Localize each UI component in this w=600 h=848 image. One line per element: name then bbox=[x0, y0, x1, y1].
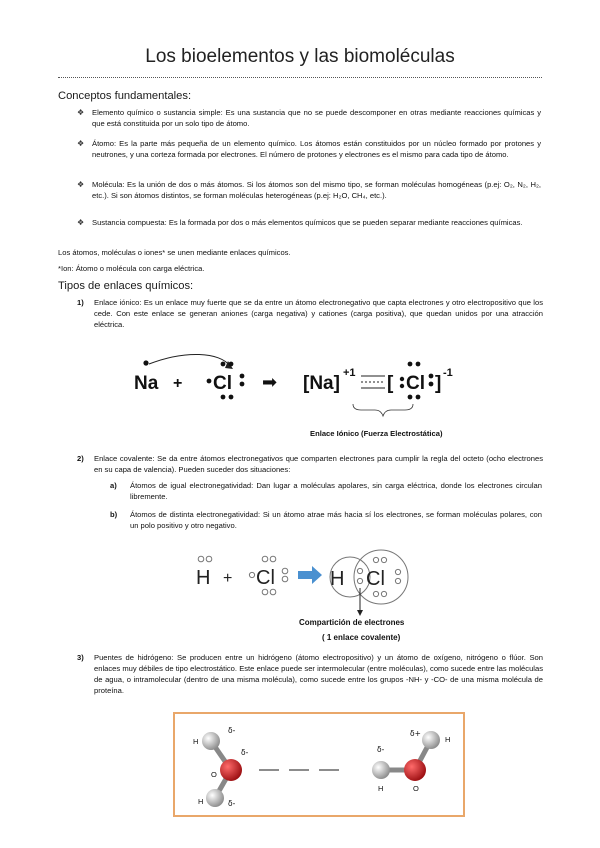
anion-charge: -1 bbox=[443, 367, 453, 379]
partial-charge-label: δ- bbox=[228, 726, 236, 735]
partial-charge-label: δ- bbox=[241, 748, 249, 757]
atom-label-h: H bbox=[193, 737, 199, 746]
atom-label-h: H bbox=[198, 797, 204, 806]
diamond-bullet-icon: ❖ bbox=[77, 180, 85, 189]
partial-charge-label: δ+ bbox=[410, 729, 421, 738]
hydrogen-bond-figure bbox=[173, 712, 465, 817]
cl-symbol: Cl bbox=[213, 373, 232, 394]
product-h-symbol: H bbox=[330, 568, 345, 590]
electron-dot bbox=[282, 568, 288, 574]
oxygen-atom bbox=[220, 759, 242, 781]
hydrogen-atom bbox=[372, 761, 390, 779]
hydrogen-atom bbox=[206, 789, 224, 807]
electron-dot bbox=[229, 362, 234, 367]
electron-dot bbox=[270, 556, 276, 562]
item-number: 1) bbox=[77, 298, 84, 307]
electron-dot bbox=[143, 360, 148, 365]
atom-label-o: O bbox=[413, 784, 419, 793]
na-cation: [Na] bbox=[303, 373, 340, 394]
electron-dot bbox=[429, 382, 434, 387]
item-number: 3) bbox=[77, 653, 84, 662]
item-text: Enlace iónico: Es un enlace muy fuerte que se da entre un átomo electronegativo que capta electrones y otro electropositivo que los cede. Con este enlace se generan aniones (carga negativa) y cationes (carga positiva), que quedan unidos por una atracción eléctrica. bbox=[94, 298, 543, 329]
shared-electron-dot bbox=[357, 568, 362, 573]
bullet-text: Elemento químico o sustancia simple: Es una sustancia que no se puede descomponer en otras mediante reacciones químicas y que está constituida por un solo tipo de átomo. bbox=[92, 108, 541, 128]
electron-dot bbox=[207, 379, 212, 384]
note-bonds: Los átomos, moléculas o iones* se unen mediante enlaces químicos. bbox=[58, 248, 291, 257]
covalent-bond-figure bbox=[190, 540, 430, 645]
cation-charge: +1 bbox=[343, 367, 356, 379]
atom-label-o: O bbox=[211, 770, 217, 779]
diamond-bullet-icon: ❖ bbox=[77, 139, 85, 148]
electron-dot bbox=[262, 556, 268, 562]
electron-dot bbox=[408, 395, 413, 400]
bracket-close: ] bbox=[435, 373, 442, 394]
covalent-caption-1: Compartición de electrones bbox=[299, 618, 405, 627]
curly-brace bbox=[353, 404, 413, 416]
cl-symbol: Cl bbox=[256, 567, 275, 589]
item-letter: a) bbox=[110, 481, 117, 490]
hydrogen-atom bbox=[202, 732, 220, 750]
electron-dot bbox=[400, 384, 404, 388]
item-text: Puentes de hidrógeno: Se producen entre un hidrógeno (átomo electropositivo) y un átomo de oxígeno, nitrógeno o flúor. Son enlaces muy débiles de tipo electrostático. Este enlace puede ser intermolecular (entre moléculas), como sucede entre las moléculas de agua, o intramolecular (dentro de una misma molécula), como sucede entre los grupos -NH- y -CO- de una misma molécula de proteína. bbox=[94, 653, 543, 695]
oxygen-atom bbox=[404, 759, 426, 781]
electron-dot bbox=[249, 572, 254, 577]
item-text: Enlace covalente: Se da entre átomos electronegativos que comparten electrones para cumplir la regla del octeto (ocho electrones en su capa de valencia). Pueden suceder dos situaciones: bbox=[94, 454, 543, 474]
reaction-arrow-icon bbox=[298, 566, 322, 584]
cl-anion: Cl bbox=[406, 373, 425, 394]
electron-dot bbox=[229, 395, 234, 400]
item-text: Átomos de distinta electronegatividad: Si un átomo atrae más hacia sí los electrones, se forman moléculas polares, con un polo positivo y otro negativo. bbox=[130, 510, 542, 530]
arrowhead-icon bbox=[357, 610, 363, 616]
hydrogen-atom bbox=[422, 731, 440, 749]
electron-dot bbox=[262, 589, 268, 595]
item-text: Átomos de igual electronegatividad: Dan lugar a moléculas apolares, sin carga eléctrica, donde los electrones circulan libremente. bbox=[130, 481, 542, 501]
electron-dot bbox=[221, 395, 226, 400]
partial-charge-label: δ- bbox=[228, 799, 236, 808]
section-heading-concepts: Conceptos fundamentales: bbox=[58, 90, 192, 102]
electron-dot bbox=[416, 395, 421, 400]
atom-label-h: H bbox=[378, 784, 384, 793]
electron-dot bbox=[240, 374, 245, 379]
item-letter: b) bbox=[110, 510, 118, 519]
electron-dot bbox=[400, 377, 404, 381]
electron-dot bbox=[395, 569, 400, 574]
title-divider bbox=[58, 77, 542, 78]
ionic-caption: Enlace Iónico (Fuerza Electrostática) bbox=[310, 429, 443, 438]
electron-dot bbox=[429, 374, 434, 379]
page-title: Los bioelementos y las biomoléculas bbox=[145, 46, 455, 67]
item-number: 2) bbox=[77, 454, 84, 463]
h-symbol: H bbox=[196, 567, 211, 589]
diamond-bullet-icon: ❖ bbox=[77, 108, 85, 117]
bullet-text: Sustancia compuesta: Es la formada por dos o más elementos químicos que se pueden separar mediante reacciones químicas. bbox=[92, 218, 523, 227]
bracket-open: [ bbox=[387, 373, 394, 394]
electron-dot bbox=[373, 591, 378, 596]
electron-dot bbox=[381, 591, 386, 596]
diamond-bullet-icon: ❖ bbox=[77, 218, 85, 227]
electron-dot bbox=[408, 362, 413, 367]
electron-dot bbox=[206, 556, 212, 562]
note-ion: *Ion: Átomo o molécula con carga eléctrica. bbox=[58, 264, 205, 273]
electron-dot bbox=[373, 557, 378, 562]
section-heading-bonds: Tipos de enlaces químicos: bbox=[58, 280, 194, 292]
bullet-text: Molécula: Es la unión de dos o más átomos. Si los átomos son del mismo tipo, se forman moléculas homogéneas (p.ej: O₂, N₂, H₂, etc.). Si son átomos distintos, se forman moléculas heterogéneas (p.ej: H₂O, CH₄, etc.). bbox=[92, 180, 541, 200]
shared-electron-dot bbox=[357, 578, 362, 583]
electron-dot bbox=[282, 576, 288, 582]
electron-dot bbox=[270, 589, 276, 595]
ionic-bond-figure bbox=[125, 342, 475, 442]
covalent-caption-2: ( 1 enlace covalente) bbox=[322, 633, 401, 642]
partial-charge-label: δ- bbox=[377, 745, 385, 754]
bullet-text: Átomo: Es la parte más pequeña de un elemento químico. Los átomos están constituidos por un núcleo formado por protones y neutrones, y una corteza formada por electrones. El número de protones y electrones es el mismo para cada tipo de átomo. bbox=[92, 139, 541, 159]
electron-dot bbox=[240, 382, 245, 387]
electron-dot bbox=[395, 578, 400, 583]
product-cl-symbol: Cl bbox=[366, 568, 385, 590]
electron-dot bbox=[381, 557, 386, 562]
electron-dot bbox=[416, 362, 421, 367]
electron-transfer-arrow bbox=[149, 354, 230, 366]
atom-label-h: H bbox=[445, 735, 451, 744]
plus-sign: + bbox=[173, 375, 183, 392]
reaction-arrow-icon: ➡ bbox=[262, 372, 278, 393]
electron-dot bbox=[221, 362, 226, 367]
plus-sign: + bbox=[223, 570, 233, 587]
electron-dot bbox=[198, 556, 204, 562]
na-symbol: Na bbox=[134, 373, 159, 394]
